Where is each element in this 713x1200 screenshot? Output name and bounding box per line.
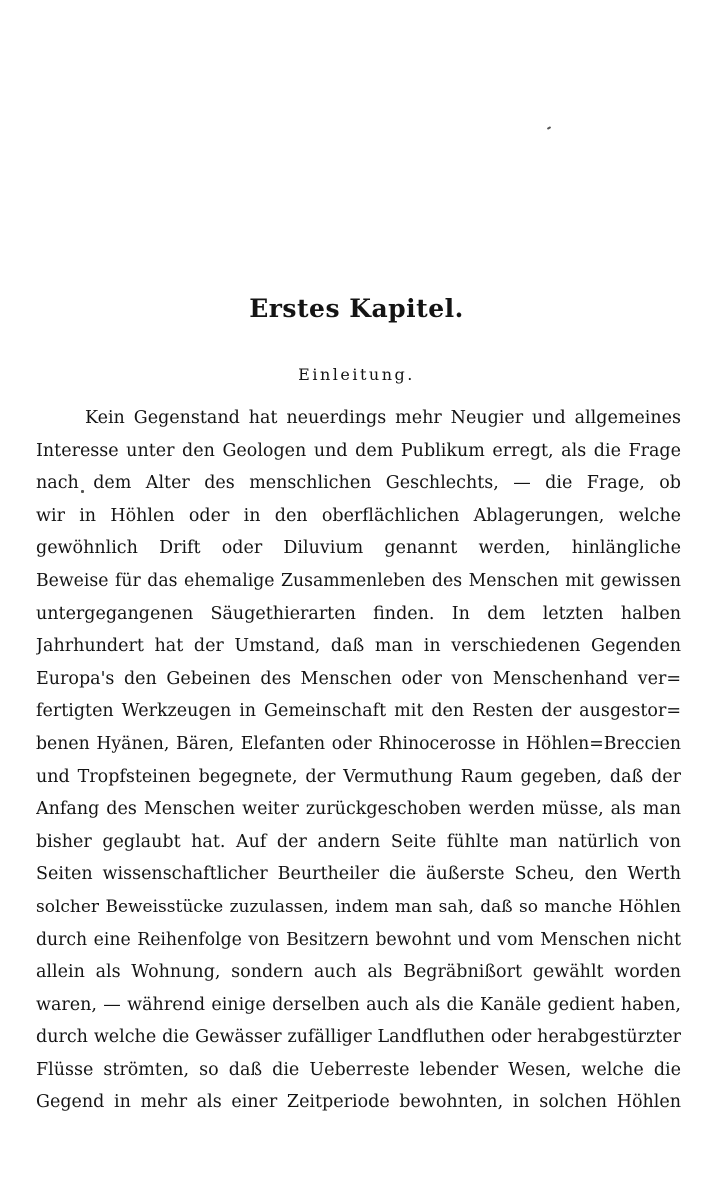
text-line: solcher Beweisstücke zuzulassen, indem man sah, daß so manche Höhlen xyxy=(36,896,681,917)
text-line: wir in Höhlen oder in den oberflächlichen Ablagerungen, welche xyxy=(36,505,681,526)
text-line: Europa's den Gebeinen des Menschen oder von Menschenhand ver= xyxy=(36,668,681,689)
chapter-title: Erstes Kapitel. xyxy=(249,294,464,323)
text-line: Gegend in mehr als einer Zeitperiode bewohnten, in solchen Höhlen xyxy=(36,1092,681,1113)
text-line: fertigten Werkzeugen in Gemeinschaft mit den Resten der ausgestor= xyxy=(36,701,681,722)
text-line: bisher geglaubt hat. Auf der andern Seite fühlte man natürlich von xyxy=(36,831,681,852)
text-line: Anfang des Menschen weiter zurückgeschoben werden müsse, als man xyxy=(36,799,681,820)
text-line: gewöhnlich Drift oder Diluvium genannt werden, hinlängliche xyxy=(36,538,681,559)
text-line: untergegangenen Säugethierarten finden. In dem letzten halben xyxy=(36,603,681,624)
page-speck xyxy=(547,126,551,130)
text-line: Flüsse strömten, so daß die Ueberreste lebender Wesen, welche die xyxy=(36,1059,681,1080)
text-line: Seiten wissenschaftlicher Beurtheiler die äußerste Scheu, den Werth xyxy=(36,864,681,885)
text-line: nach dem Alter des menschlichen Geschlechts, — die Frage, ob xyxy=(36,473,681,494)
body-text xyxy=(36,402,681,1119)
text-line: Kein Gegenstand hat neuerdings mehr Neugier und allgemeines xyxy=(85,408,681,428)
text-line: benen Hyänen, Bären, Elefanten oder Rhinocerosse in Höhlen=Breccien xyxy=(36,733,681,754)
text-line: Interesse unter den Geologen und dem Publikum erregt, als die Frage xyxy=(36,440,681,461)
text-line: Jahrhundert hat der Umstand, daß man in verschiedenen Gegenden xyxy=(36,636,681,657)
text-line: waren, — während einige derselben auch als die Kanäle gedient haben, xyxy=(36,994,681,1015)
text-line: und Tropfsteinen begegnete, der Vermuthung Raum gegeben, daß der xyxy=(36,766,681,787)
text-line: durch eine Reihenfolge von Besitzern bewohnt und vom Menschen nicht xyxy=(36,929,681,950)
chapter-subtitle: Einleitung. xyxy=(298,365,415,384)
text-line: durch welche die Gewässer zufälliger Landfluthen oder herabgestürzter xyxy=(36,1027,681,1048)
text-line: allein als Wohnung, sondern auch als Begräbnißort gewählt worden xyxy=(36,962,681,983)
text-line: Beweise für das ehemalige Zusammenleben des Menschen mit gewissen xyxy=(36,570,681,591)
